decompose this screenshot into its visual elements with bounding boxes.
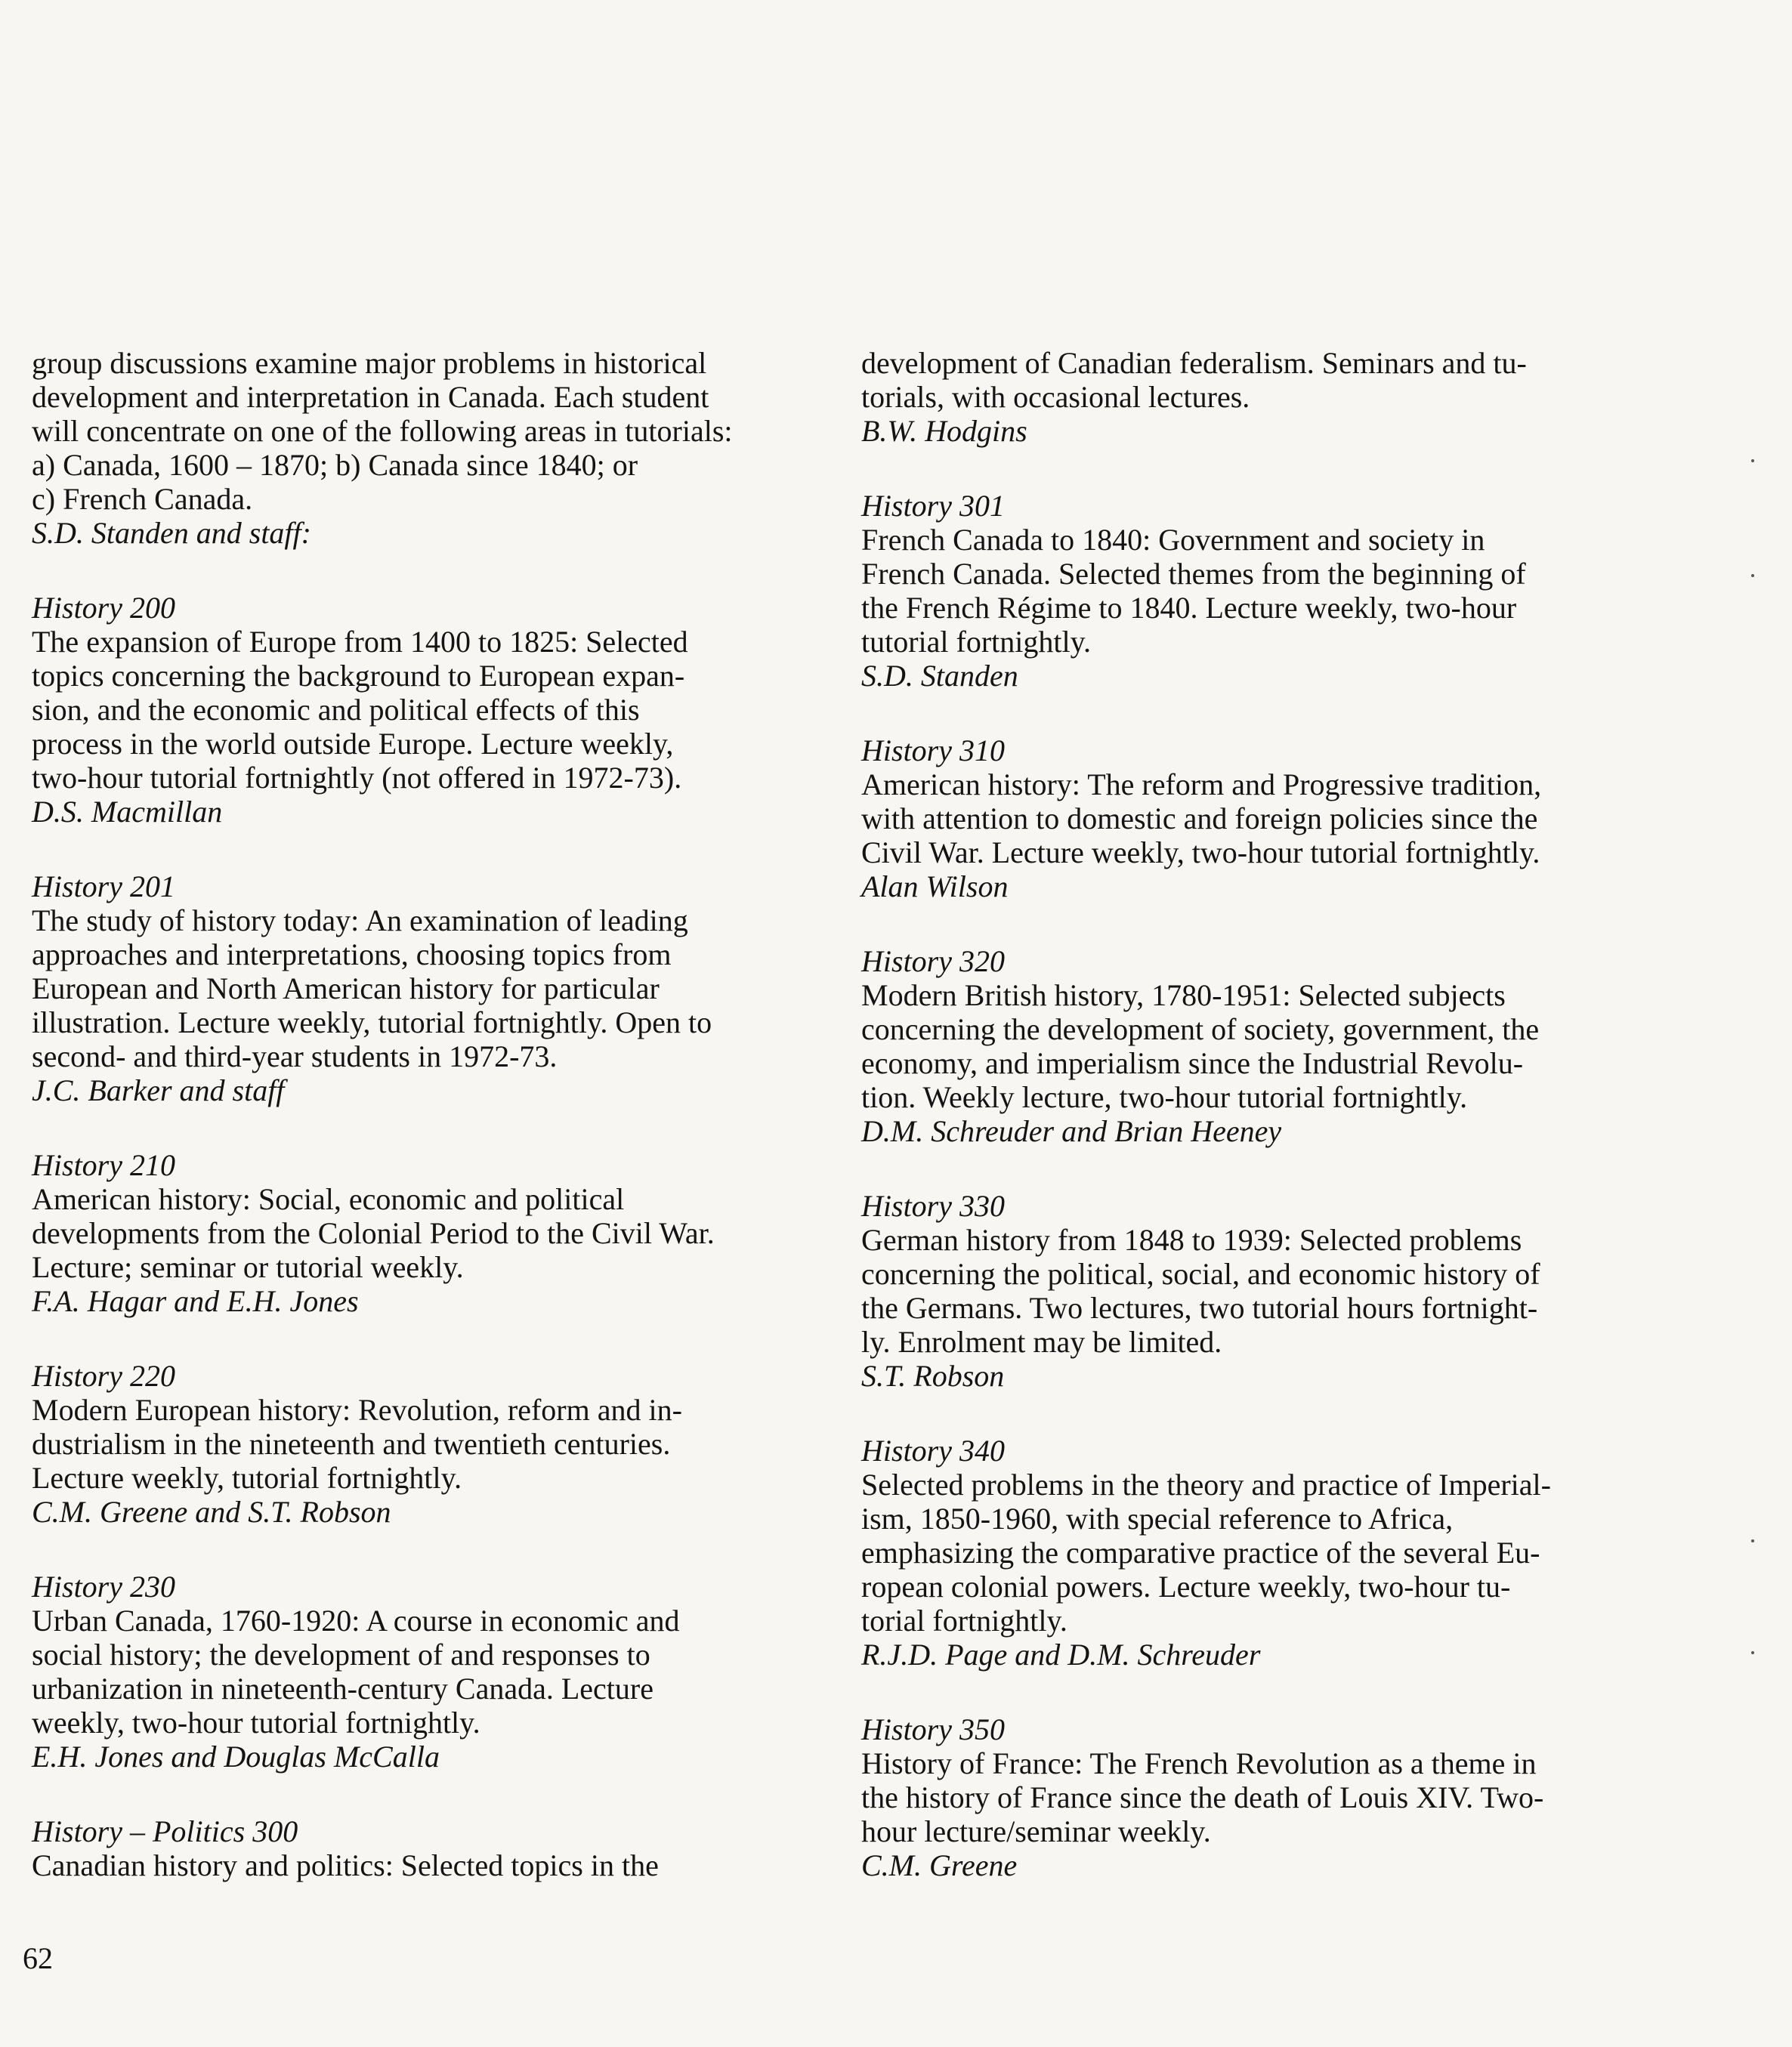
course-heading: History 350 [861, 1712, 1005, 1746]
body-line: the history of France since the death of Louis XIV. Two- [861, 1780, 1544, 1814]
instructor: Alan Wilson [861, 869, 1009, 903]
body-line: urbanization in nineteenth-century Canada. Lecture [32, 1672, 653, 1706]
instructor: S.D. Standen and staff: [32, 516, 311, 550]
body-line: approaches and interpretations, choosing topics from [32, 937, 672, 971]
course-heading: History 230 [32, 1570, 175, 1604]
body-line: American history: The reform and Progressive tradition, [861, 767, 1542, 801]
course-heading: History 310 [861, 733, 1005, 767]
course-entry [32, 1359, 817, 1529]
speck-mark [1751, 574, 1754, 577]
body-line: French Canada to 1840: Government and society in [861, 523, 1485, 557]
instructor: D.S. Macmillan [32, 795, 223, 829]
body-line: illustration. Lecture weekly, tutorial fortnightly. Open to [32, 1005, 712, 1039]
body-line: development of Canadian federalism. Seminars and tu- [861, 346, 1527, 380]
course-entry [32, 591, 817, 829]
course-heading: History 201 [32, 869, 175, 903]
body-line: torials, with occasional lectures. [861, 380, 1250, 414]
course-heading: History – Politics 300 [32, 1814, 298, 1848]
body-line: a) Canada, 1600 – 1870; b) Canada since 1840; or [32, 448, 638, 482]
body-line: group discussions examine major problems in historical [32, 346, 707, 380]
body-line: French Canada. Selected themes from the beginning of [861, 557, 1526, 591]
left-column [32, 346, 817, 1882]
continuation-block [861, 346, 1647, 448]
instructor: S.D. Standen [861, 659, 1018, 693]
instructor: S.T. Robson [861, 1359, 1005, 1393]
intro-block [32, 346, 817, 550]
course-heading: History 320 [861, 944, 1005, 978]
body-line: History of France: The French Revolution as a theme in [861, 1746, 1537, 1780]
course-heading: History 330 [861, 1189, 1005, 1223]
body-line: ropean colonial powers. Lecture weekly, two-hour tu- [861, 1570, 1511, 1604]
course-entry [861, 944, 1647, 1148]
instructor: D.M. Schreuder and Brian Heeney [861, 1114, 1282, 1148]
body-line: tion. Weekly lecture, two-hour tutorial fortnightly. [861, 1080, 1468, 1114]
body-line: concerning the political, social, and economic history of [861, 1257, 1540, 1291]
speck-mark [1751, 1651, 1754, 1654]
body-line: Selected problems in the theory and practice of Imperial- [861, 1468, 1551, 1502]
course-heading: History 301 [861, 489, 1005, 523]
body-line: Canadian history and politics: Selected topics in the [32, 1848, 659, 1882]
instructor: E.H. Jones and Douglas McCalla [32, 1740, 440, 1774]
body-line: concerning the development of society, government, the [861, 1012, 1540, 1046]
course-entry [32, 1148, 817, 1318]
body-line: European and North American history for particular [32, 971, 660, 1005]
course-entry [32, 1570, 817, 1774]
body-line: dustrialism in the nineteenth and twentieth centuries. [32, 1427, 671, 1461]
course-entry [861, 733, 1647, 903]
body-line: tutorial fortnightly. [861, 625, 1092, 659]
speck-mark [1751, 459, 1754, 462]
course-entry [861, 1434, 1647, 1672]
body-line: Modern British history, 1780-1951: Selected subjects [861, 978, 1506, 1012]
body-line: development and interpretation in Canada. Each student [32, 380, 709, 414]
course-heading: History 220 [32, 1359, 175, 1393]
instructor: R.J.D. Page and D.M. Schreuder [861, 1638, 1261, 1672]
course-entry [32, 1814, 817, 1882]
course-heading: History 200 [32, 591, 175, 625]
body-line: two-hour tutorial fortnightly (not offered in 1972-73). [32, 761, 682, 795]
body-line: Urban Canada, 1760-1920: A course in economic and [32, 1604, 680, 1638]
body-line: Lecture weekly, tutorial fortnightly. [32, 1461, 462, 1495]
body-line: American history: Social, economic and political [32, 1182, 625, 1216]
body-line: the Germans. Two lectures, two tutorial hours fortnight- [861, 1291, 1538, 1325]
body-line: ly. Enrolment may be limited. [861, 1325, 1222, 1359]
body-line: Modern European history: Revolution, reform and in- [32, 1393, 682, 1427]
body-line: The study of history today: An examination of leading [32, 903, 688, 937]
instructor: B.W. Hodgins [861, 414, 1027, 448]
body-line: Lecture; seminar or tutorial weekly. [32, 1250, 464, 1284]
instructor: C.M. Greene [861, 1848, 1018, 1882]
body-line: torial fortnightly. [861, 1604, 1067, 1638]
body-line: process in the world outside Europe. Lecture weekly, [32, 727, 674, 761]
right-column [861, 346, 1647, 1882]
body-line: Civil War. Lecture weekly, two-hour tutorial fortnightly. [861, 835, 1540, 869]
body-line: economy, and imperialism since the Industrial Revolu- [861, 1046, 1524, 1080]
body-line: sion, and the economic and political effects of this [32, 693, 640, 727]
body-line: German history from 1848 to 1939: Selected problems [861, 1223, 1522, 1257]
body-line: c) French Canada. [32, 482, 253, 516]
body-line: The expansion of Europe from 1400 to 1825: Selected [32, 625, 688, 659]
body-line: the French Régime to 1840. Lecture weekly, two-hour [861, 591, 1517, 625]
instructor: F.A. Hagar and E.H. Jones [32, 1284, 359, 1318]
body-line: topics concerning the background to European expan- [32, 659, 685, 693]
body-line: social history; the development of and responses to [32, 1638, 650, 1672]
instructor: C.M. Greene and S.T. Robson [32, 1495, 391, 1529]
body-line: weekly, two-hour tutorial fortnightly. [32, 1706, 480, 1740]
course-heading: History 210 [32, 1148, 175, 1182]
speck-mark [1751, 1539, 1754, 1542]
body-line: ism, 1850-1960, with special reference to Africa, [861, 1502, 1454, 1536]
course-heading: History 340 [861, 1434, 1005, 1468]
course-entry [861, 1712, 1647, 1882]
body-line: with attention to domestic and foreign policies since the [861, 801, 1538, 835]
course-entry [861, 489, 1647, 693]
body-line: second- and third-year students in 1972-73. [32, 1039, 558, 1073]
page-number: 62 [23, 1941, 53, 1975]
body-line: emphasizing the comparative practice of the several Eu- [861, 1536, 1540, 1570]
body-line: hour lecture/seminar weekly. [861, 1814, 1211, 1848]
course-entry [861, 1189, 1647, 1393]
body-line: will concentrate on one of the following areas in tutorials: [32, 414, 733, 448]
instructor: J.C. Barker and staff [32, 1073, 285, 1107]
body-line: developments from the Colonial Period to the Civil War. [32, 1216, 715, 1250]
course-entry [32, 869, 817, 1107]
